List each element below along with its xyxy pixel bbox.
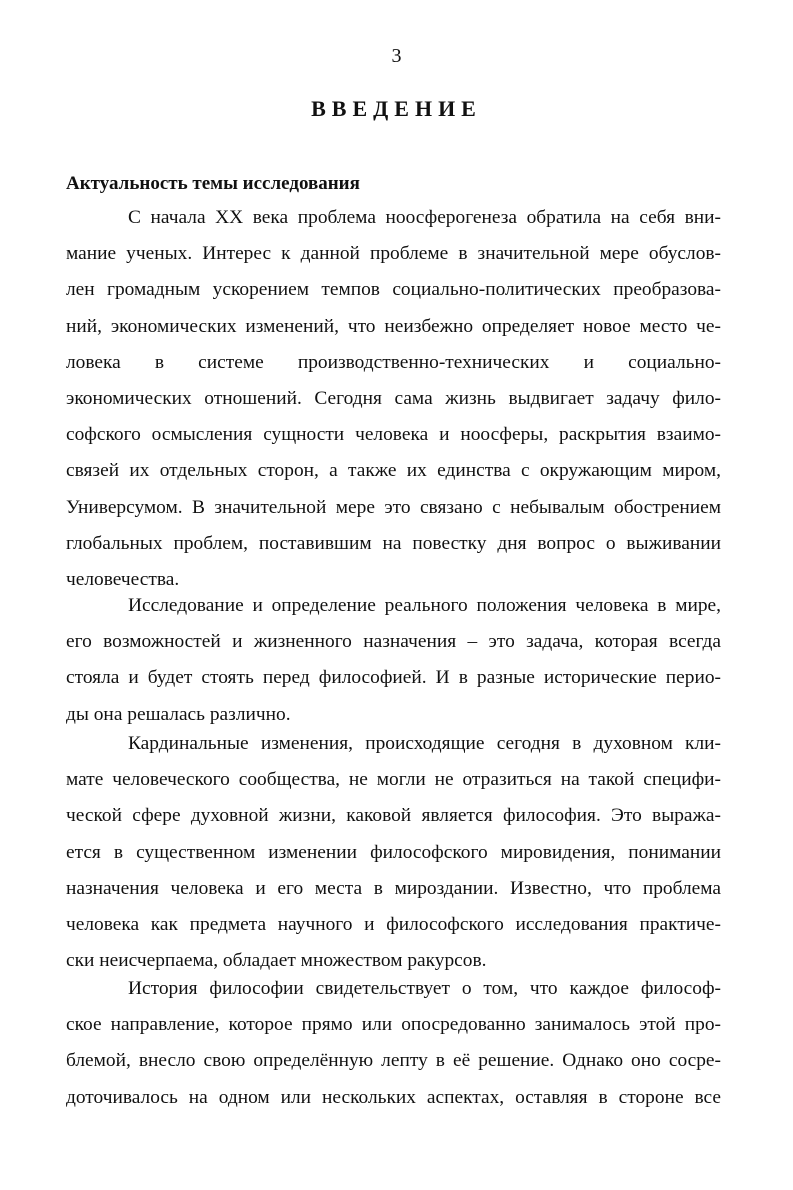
text-line: ний, экономических изменений, что неизбежно определяет новое место че-	[66, 315, 721, 337]
paragraph-relevance-4	[66, 971, 721, 1116]
page-number: 3	[391, 45, 402, 67]
text-line: глобальных проблем, поставившим на повестку дня вопрос о выживании	[66, 532, 721, 554]
text-line: ловека в системе производственно-технических и социально-	[66, 351, 721, 373]
paragraph-relevance-2	[66, 588, 721, 733]
text-line: ды она решалась различно.	[66, 703, 291, 725]
chapter-title: ВВЕДЕНИЕ	[311, 96, 482, 121]
text-line: назначения человека и его места в мироздании. Известно, что проблема	[66, 877, 721, 899]
text-line: блемой, внесло свою определённую лепту в её решение. Однако оно сосре-	[66, 1050, 721, 1072]
text-line: доточивалось на одном или нескольких аспектах, оставляя в стороне все	[66, 1086, 721, 1108]
text-line: История философии свидетельствует о том, что каждое философ-	[128, 978, 721, 999]
text-line: экономических отношений. Сегодня сама жизнь выдвигает задачу фило-	[66, 387, 721, 409]
text-line: ческой сфере духовной жизни, каковой является философия. Это выража-	[66, 805, 721, 827]
text-line: связей их отдельных сторон, а также их единства с окружающим миром,	[66, 460, 721, 482]
text-line: ется в существенном изменении философского мировидения, понимании	[66, 841, 721, 863]
text-line: С начала XX века проблема ноосферогенеза обратила на себя вни-	[128, 207, 721, 228]
text-line: лен громадным ускорением темпов социально-политических преобразова-	[66, 279, 721, 301]
text-line: мание ученых. Интерес к данной проблеме в значительной мере обуслов-	[66, 243, 721, 265]
text-line: стояла и будет стоять перед философией. И в разные исторические перио-	[66, 667, 721, 689]
text-line: его возможностей и жизненного назначения – это задача, которая всегда	[66, 631, 721, 653]
text-line: мате человеческого сообщества, не могли не отразиться на такой специфи-	[66, 769, 721, 791]
text-line: Кардинальные изменения, происходящие сегодня в духовном кли-	[128, 733, 721, 754]
text-line: ски неисчерпаема, обладает множеством ракурсов.	[66, 950, 487, 972]
paragraph-relevance-1	[66, 200, 721, 598]
text-line: человека как предмета научного и философского исследования практиче-	[66, 913, 721, 935]
text-line: ское направление, которое прямо или опосредованно занималось этой про-	[66, 1014, 721, 1036]
text-line: софского осмысления сущности человека и ноосферы, раскрытия взаимо-	[66, 424, 721, 446]
section-heading: Актуальность темы исследования	[66, 173, 360, 194]
text-line: человечества.	[66, 568, 180, 590]
text-line: Универсумом. В значительной мере это связано с небывалым обострением	[66, 496, 721, 518]
text-line: Исследование и определение реального положения человека в мире,	[128, 595, 721, 616]
paragraph-relevance-3	[66, 726, 721, 979]
